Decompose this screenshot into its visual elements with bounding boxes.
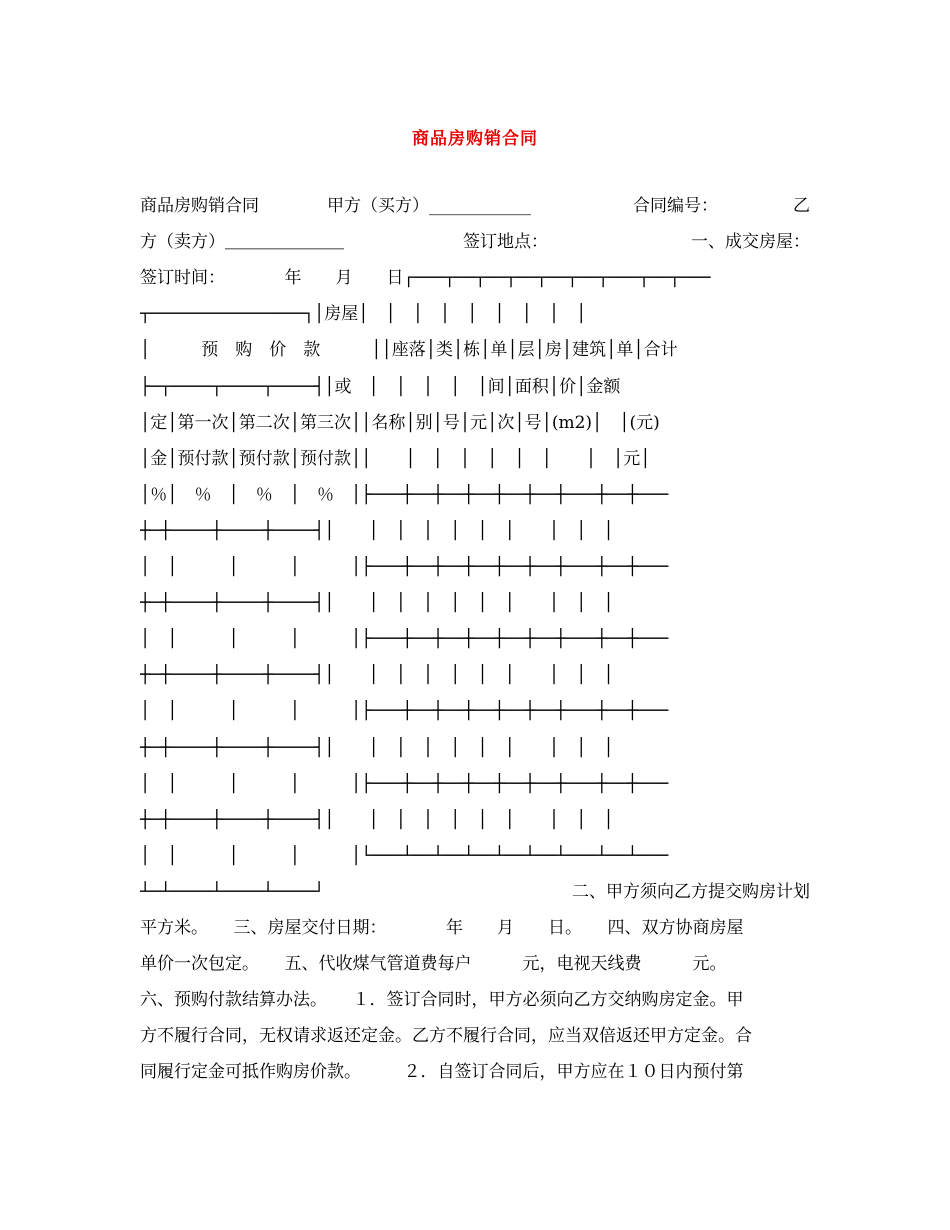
text-line: │ │ │ │ │├───┼──┼──┼──┼──┼──┼───┼──┼─── <box>140 773 669 794</box>
text-line: 单价一次包定。 五、代收煤气管道费每户 元，电视天线费 元。 <box>140 954 727 975</box>
text-line: ┴─┴────┴────┴────┘ <box>140 881 325 902</box>
document-title: 商品房购销合同 <box>412 129 538 149</box>
text-line: ┼─┼────┼────┼────┤│ │ │ │ │ │ │ │ │ │ <box>140 737 614 758</box>
text-line: ┼─┼────┼────┼────┤│ │ │ │ │ │ │ │ │ │ <box>140 520 614 541</box>
text-line: 六、预购付款结算办法。 １．签订合同时，甲方必须向乙方交纳购房定金。甲 <box>140 990 744 1011</box>
text-line: ┬───────────────┐│房屋│ │ │ │ │ │ │ │ │ <box>140 304 587 325</box>
text-line: ┼─┼────┼────┼────┤│ │ │ │ │ │ │ │ │ │ <box>140 665 614 686</box>
text-line: │％│ ％ │ ％ │ ％ │├───┼──┼──┼──┼──┼──┼───┼──┼─── <box>140 484 669 505</box>
text-line: │金│预付款│预付款│预付款││ │ │ │ │ │ │ │ │元│ <box>140 448 651 469</box>
text-line: 平方米。 三、房屋交付日期： 年 月 日。 四、双方协商房屋 <box>140 918 744 938</box>
text-line-right: 一、成交房屋： <box>691 232 810 253</box>
text-line: │ │ │ │ │├───┼──┼──┼──┼──┼──┼───┼──┼─── <box>140 629 669 650</box>
text-line-right: 二、甲方须向乙方提交购房计划 <box>572 881 810 902</box>
text-line: │ │ │ │ │├───┼──┼──┼──┼──┼──┼───┼──┼─── <box>140 701 669 722</box>
text-line: ┼─┼────┼────┼────┤│ │ │ │ │ │ │ │ │ │ <box>140 593 614 614</box>
text-line: 商品房购销合同 甲方（买方）____________ 合同编号： <box>140 196 718 216</box>
text-line: 方不履行合同，无权请求返还定金。乙方不履行合同，应当双倍返还甲方定金。合 <box>140 1026 752 1047</box>
text-line-right: 乙 <box>793 196 810 216</box>
text-line: │ │ │ │ │└───┴──┴──┴──┴──┴──┴───┴──┴─── <box>140 845 669 866</box>
text-line: │ │ │ │ │├───┼──┼──┼──┼──┼──┼───┼──┼─── <box>140 557 669 577</box>
text-line: 方（卖方）＿＿＿＿＿＿＿ 签订地点： <box>140 232 548 253</box>
text-line: 签订时间： 年 月 日┌───┬──┬──┬──┬──┬──┬───┬──┬─── <box>140 268 711 289</box>
text-line: ┼─┼────┼────┼────┤│ │ │ │ │ │ │ │ │ │ <box>140 809 614 830</box>
text-line: │ 预 购 价 款 ││座落│类│栋│单│层│房│建筑│单│合计 <box>140 340 678 361</box>
text-line: │定│第一次│第二次│第三次││名称│别│号│元│次│号│(m2)│ │(元) <box>140 412 660 433</box>
text-line: 同履行定金可抵作购房价款。 ２．自签订合同后，甲方应在１０日内预付第 <box>140 1062 744 1083</box>
text-line: ├─┬────┬────┬────┤│或 │ │ │ │ │间│面积│价│金额 <box>140 376 621 397</box>
